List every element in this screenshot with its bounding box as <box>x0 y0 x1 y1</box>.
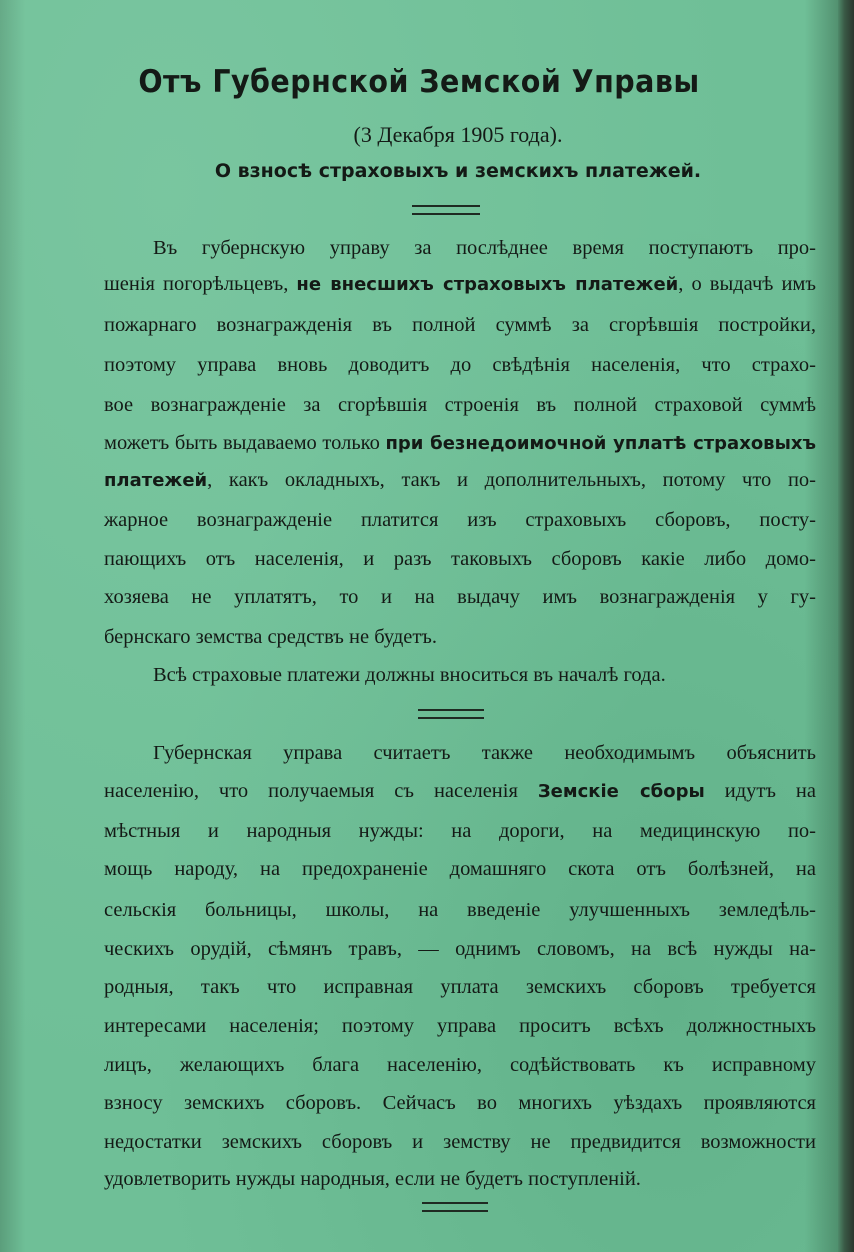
paragraph-line: жарное вознагражденіе платится изъ страховыхъ сборовъ, посту- <box>104 509 816 531</box>
paragraph-line: интересами населенія; поэтому управа проситъ всѣхъ должностныхъ <box>104 1015 816 1037</box>
paragraph-line: взносу земскихъ сборовъ. Сейчасъ во многихъ уѣздахъ проявляются <box>104 1092 816 1114</box>
section-divider <box>418 709 484 719</box>
paragraph-line: Губернская управа считаетъ также необходимымъ объяснить <box>153 742 816 764</box>
section-divider <box>422 1202 488 1212</box>
document-subtitle: О взносѣ страховыхъ и земскихъ платежей. <box>214 160 702 182</box>
paragraph-line: ческихъ орудій, сѣмянъ травъ, — однимъ словомъ, на всѣ нужды на- <box>104 938 816 960</box>
paragraph-line: хозяева не уплатятъ, то и на выдачу имъ вознагражденія у гу- <box>104 586 816 608</box>
paragraph-line: населенію, что получаемыя съ населенія Земскіе сборы идутъ на <box>104 780 816 802</box>
paragraph-line: мощь народу, на предохраненіе домашняго скота отъ болѣзней, на <box>104 858 816 880</box>
paragraph-line: можетъ быть выдаваемо только при безнедоимочной уплатѣ страховыхъ <box>104 432 816 454</box>
paragraph-line: бернскаго земства средствъ не будетъ. <box>104 626 438 648</box>
paragraph-line: Всѣ страховые платежи должны вноситься въ началѣ года. <box>153 664 666 686</box>
section-divider <box>412 205 480 215</box>
paragraph-line: мѣстныя и народныя нужды: на дороги, на медицинскую по- <box>104 820 816 842</box>
paragraph-line: шенія погорѣльцевъ, не внесшихъ страховыхъ платежей, о выдачѣ имъ <box>104 273 816 295</box>
document-title: Отъ Губернской Земской Управы <box>138 64 700 100</box>
paragraph-line: пожарнаго вознагражденія въ полной суммѣ за сгорѣвшія постройки, <box>104 314 816 336</box>
page-edge <box>838 0 854 1252</box>
paragraph-line: родныя, такъ что исправная уплата земскихъ сборовъ требуется <box>104 976 816 998</box>
paragraph-line: сельскія больницы, школы, на введеніе улучшенныхъ земледѣль- <box>104 899 816 921</box>
paragraph-line: платежей, какъ окладныхъ, такъ и дополнительныхъ, потому что по- <box>104 469 816 491</box>
document-date: (3 Декабря 1905 года). <box>353 122 563 147</box>
paragraph-line: вое вознагражденіе за сгорѣвшія строенія въ полной страховой суммѣ <box>104 394 816 416</box>
paragraph-line: недостатки земскихъ сборовъ и земству не предвидится возможности <box>104 1131 816 1153</box>
paragraph-line: удовлетворить нужды народныя, если не будетъ поступленій. <box>104 1168 641 1190</box>
paragraph-line: лицъ, желающихъ блага населенію, содѣйствовать къ исправному <box>104 1054 816 1076</box>
paragraph-line: Въ губернскую управу за послѣднее время поступаютъ про- <box>153 237 816 259</box>
paragraph-line: пающихъ отъ населенія, и разъ таковыхъ сборовъ какіе либо домо- <box>104 548 816 570</box>
paragraph-line: поэтому управа вновь доводитъ до свѣдѣнія населенія, что страхо- <box>104 354 816 376</box>
